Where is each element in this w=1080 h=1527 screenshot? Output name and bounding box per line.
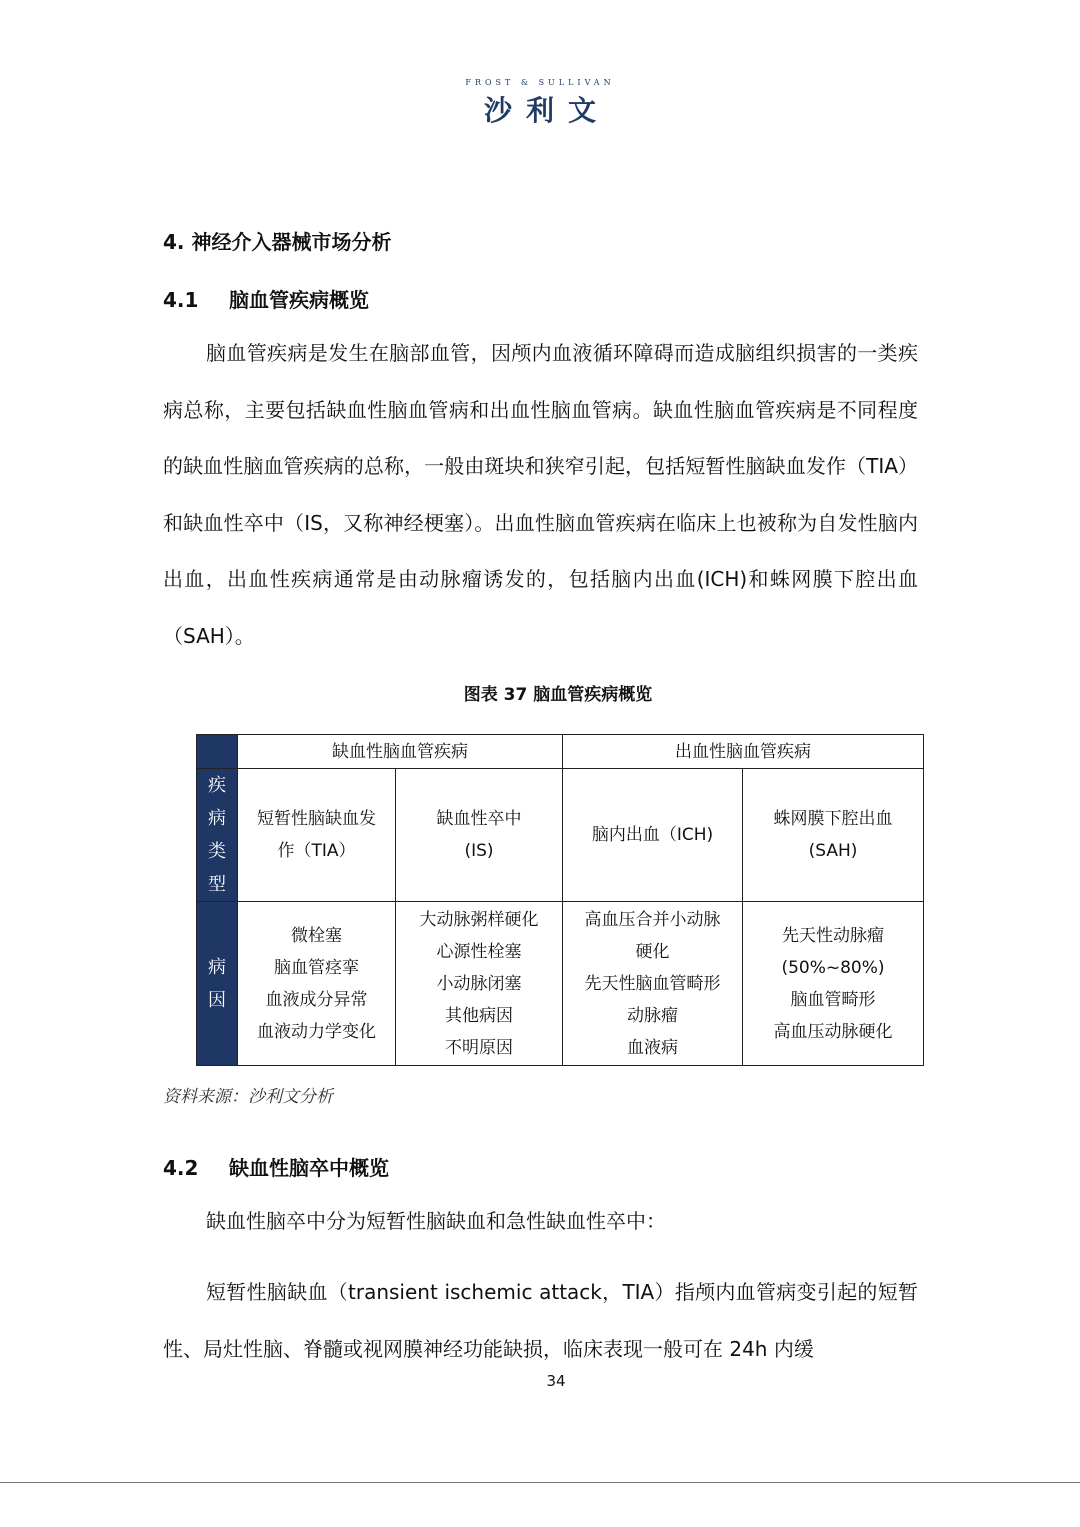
section-title: 缺血性脑卒中概览 — [229, 1156, 389, 1180]
row-label-disease-type: 疾 病 类 型 — [197, 769, 238, 902]
group-header-hemorrhagic: 出血性脑血管疾病 — [563, 735, 924, 769]
logo-chinese: 沙利文 — [483, 94, 610, 127]
section-4-heading: 4. 神经介入器械市场分析 — [163, 230, 392, 254]
table-cell: 缺血性卒中 (IS) — [396, 769, 563, 902]
frost-sullivan-logo — [0, 78, 1080, 129]
source-note: 资料来源：沙利文分析 — [163, 1087, 333, 1107]
cerebrovascular-disease-table — [196, 734, 924, 1066]
table-cell: 微栓塞 脑血管痉挛 血液成分异常 血液动力学变化 — [238, 902, 396, 1066]
group-header-ischemic: 缺血性脑血管疾病 — [238, 735, 563, 769]
body-paragraph: 脑血管疾病是发生在脑部血管，因颅内血液循环障碍而造成脑组织损害的一类疾病总称，主要包括缺血性脑血管病和出血性脑血管病。缺血性脑血管疾病是不同程度的缺血性脑血管疾病的总称，一般由斑块和狭窄引起，包括短暂性脑缺血发作（TIA）和缺血性卒中（IS，又称神经梗塞）。出血性脑血管疾病在临床上也被称为自发性脑内出血，出血性疾病通常是由动脉瘤诱发的，包括脑内出血(ICH)和蛛网膜下腔出血（SAH）。 — [163, 341, 918, 648]
section-4-1-heading — [163, 284, 369, 313]
table-cell: 蛛网膜下腔出血 (SAH) — [743, 769, 924, 902]
table-cell: 高血压合并小动脉 硬化 先天性脑血管畸形 动脉瘤 血液病 — [563, 902, 743, 1066]
footer-divider — [0, 1482, 1080, 1483]
table-cell: 先天性动脉瘤 (50%~80%) 脑血管畸形 高血压动脉硬化 — [743, 902, 924, 1066]
section-title: 脑血管疾病概览 — [229, 288, 369, 312]
section-number: 4.2 — [163, 1156, 199, 1180]
row-label-cause: 病 因 — [197, 902, 238, 1066]
figure-caption: 图表 37 脑血管疾病概览 — [463, 685, 653, 705]
table-header-row — [197, 735, 924, 769]
section-number: 4.1 — [163, 288, 199, 312]
table-cell: 脑内出血（ICH) — [563, 769, 743, 902]
table-corner — [197, 735, 238, 769]
page-number: 34 — [546, 1372, 566, 1390]
logo-english: FROST & SULLIVAN — [465, 78, 615, 87]
section-4-2-heading — [163, 1152, 389, 1181]
table-row — [197, 902, 924, 1066]
table-cell: 短暂性脑缺血发 作（TIA） — [238, 769, 396, 902]
body-paragraph: 缺血性脑卒中分为短暂性脑缺血和急性缺血性卒中： — [206, 1209, 666, 1233]
table-cell: 大动脉粥样硬化 心源性栓塞 小动脉闭塞 其他病因 不明原因 — [396, 902, 563, 1066]
body-paragraph: 短暂性脑缺血（transient ischemic attack，TIA）指颅内血管病变引起的短暂性、局灶性脑、脊髓或视网膜神经功能缺损，临床表现一般可在 24h 内缓 — [163, 1280, 918, 1361]
table-row — [197, 769, 924, 902]
